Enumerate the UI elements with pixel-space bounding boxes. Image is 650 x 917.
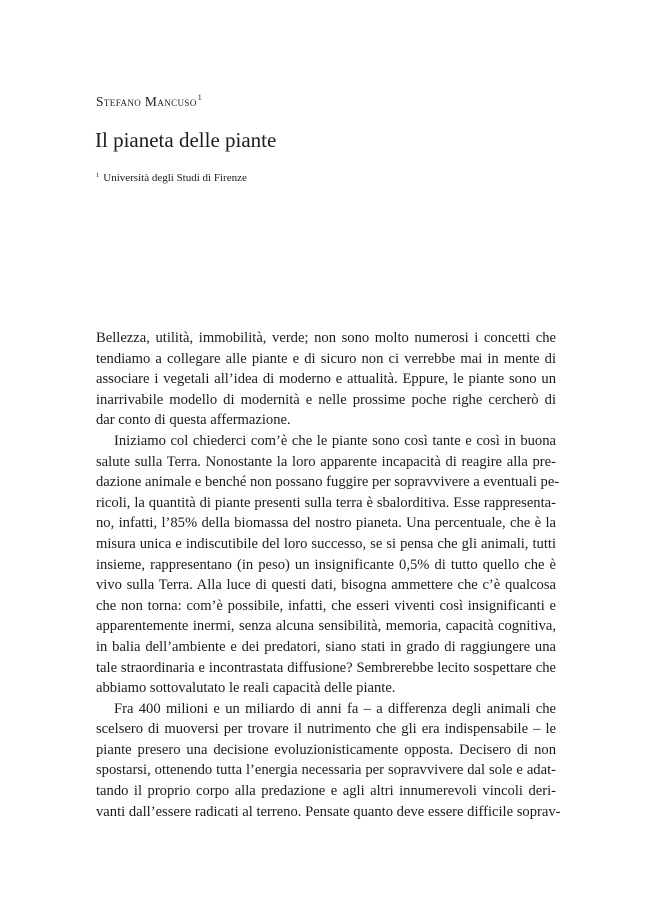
body-line: ricoli, la quantità di piante presenti sulla terra è sbalorditiva. Esse rappresenta- — [96, 494, 556, 511]
body-line: che non torna: com’è possibile, infatti, che esseri viventi così insignificanti e — [96, 597, 556, 614]
author-name-text: Stefano Mancuso — [96, 94, 197, 109]
body-line: in balia dell’ambiente e dei predatori, siano stati in grado di raggiungere una — [96, 638, 556, 655]
body-line: Fra 400 milioni e un miliardo di anni fa – a differenza degli animali che — [114, 700, 556, 717]
body-line: salute sulla Terra. Nonostante la loro apparente incapacità di reagire alla pre- — [96, 453, 556, 470]
body-line: piante presero una decisione evoluzionisticamente opposta. Decisero di non — [96, 741, 556, 758]
body-line: no, infatti, l’85% della biomassa del nostro pianeta. Una percentuale, che è la — [96, 515, 556, 532]
author-name — [96, 93, 202, 110]
affiliation-footnote-mark: 1 — [96, 172, 100, 179]
author-affiliation — [96, 172, 247, 184]
body-line: dar conto di questa affermazione. — [96, 412, 291, 429]
body-line: spostarsi, ottenendo tutta l’energia necessaria per sopravvivere dal sole e adat- — [96, 762, 556, 779]
body-line: scelsero di muoversi per trovare il nutrimento che gli era indispensabile – le — [96, 721, 556, 738]
body-line: misura unica e indiscutibile del loro successo, se si pensa che gli animali, tutti — [96, 535, 556, 552]
affiliation-text: Università degli Studi di Firenze — [103, 172, 247, 184]
body-line: tando il proprio corpo alla predazione e agli altri innumerevoli vincoli deri- — [96, 783, 556, 800]
body-line: vivo sulla Terra. Alla luce di questi dati, bisogna ammettere che c’è qualcosa — [96, 577, 556, 594]
body-line: Bellezza, utilità, immobilità, verde; non sono molto numerosi i concetti che — [96, 330, 556, 346]
body-text — [96, 328, 561, 822]
body-line: insieme, rappresentano (in peso) un insignificante 0,5% di tutto quello che è — [96, 556, 556, 573]
body-line: apparentemente inermi, senza alcuna sensibilità, memoria, capacità cognitiva, — [96, 618, 556, 635]
body-line: tendiamo a collegare alle piante e di sicuro non ci verrebbe mai in mente di — [96, 350, 556, 367]
body-line: abbiamo sottovalutato le reali capacità delle piante. — [96, 680, 396, 697]
author-footnote-mark: 1 — [197, 93, 203, 102]
body-line: associare i vegetali all’idea di moderno e attualità. Eppure, le piante sono un — [96, 371, 556, 388]
chapter-title: Il pianeta delle piante — [95, 128, 277, 152]
body-line: Iniziamo col chiederci com’è che le piante sono così tante e così in buona — [114, 432, 556, 449]
body-line: inarrivabile modello di modernità e nelle prossime poche righe cercherò di — [96, 391, 556, 408]
body-line: dazione animale e benché non possano fuggire per sopravvivere a eventuali pe- — [96, 474, 560, 491]
body-line: tale straordinaria e incontrastata diffusione? Sembrerebbe lecito sospettare che — [96, 659, 556, 676]
body-line: vanti dall’essere radicati al terreno. Pensate quanto deve essere difficile soprav- — [96, 803, 561, 820]
